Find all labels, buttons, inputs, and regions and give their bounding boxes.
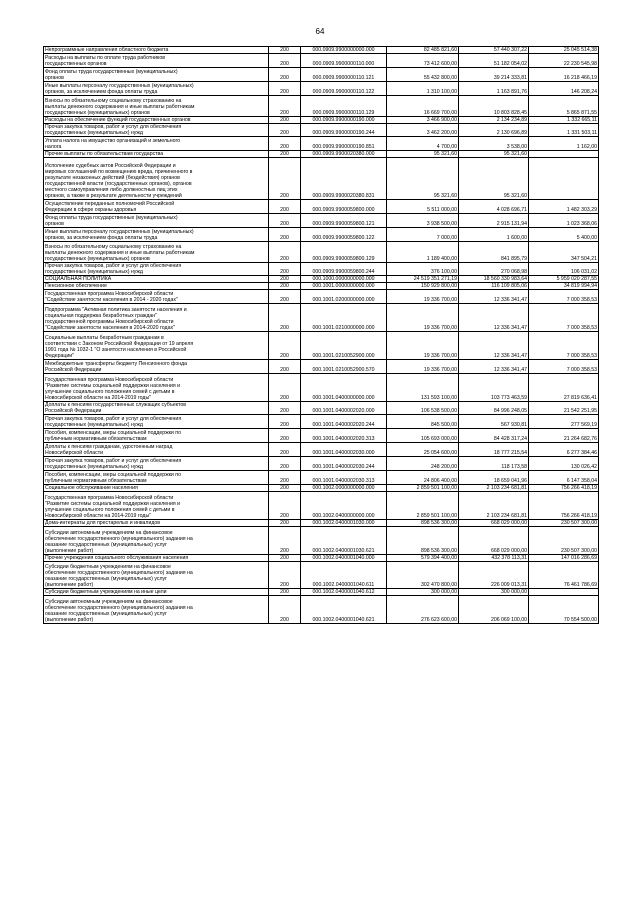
row-executed-amount: 51 182 054,02 bbox=[459, 54, 529, 68]
row-executed-amount: 18 659 041,96 bbox=[459, 471, 529, 485]
row-budget-code: 000.1001.0400002020.244 bbox=[301, 415, 387, 429]
row-unexecuted-amount: 5 400,00 bbox=[529, 227, 599, 241]
row-approved-amount: 24 806 400,00 bbox=[387, 471, 459, 485]
row-budget-code: 000.1001.0400002020.313 bbox=[301, 429, 387, 443]
row-approved-amount: 579 394 400,00 bbox=[387, 554, 459, 561]
row-code: 200 bbox=[269, 561, 301, 589]
row-executed-amount: 300 000,00 bbox=[459, 589, 529, 596]
row-unexecuted-amount: 16 218 466,19 bbox=[529, 67, 599, 81]
row-code: 200 bbox=[269, 213, 301, 227]
row-unexecuted-amount: 756 266 418,19 bbox=[529, 484, 599, 491]
row-approved-amount: 898 536 300,00 bbox=[387, 526, 459, 554]
row-name: Доплаты к пенсиям гражданам, удостоенным наград Новосибирской области bbox=[44, 443, 269, 457]
row-unexecuted-amount: 230 507 300,00 bbox=[529, 519, 599, 526]
row-code: 200 bbox=[269, 116, 301, 123]
table-row bbox=[44, 137, 599, 151]
row-budget-code: 000.0909.9900000110.129 bbox=[301, 95, 387, 116]
row-budget-code: 000.0909.9900059800.122 bbox=[301, 227, 387, 241]
row-unexecuted-amount bbox=[529, 151, 599, 158]
table-row bbox=[44, 457, 599, 471]
row-name: Субсидии бюджетным учреждениям на финансовое обеспечение государственного (муниципального) задания на оказание государственных (муниципальных) услуг (выполнение работ) bbox=[44, 561, 269, 589]
row-executed-amount: 668 029 000,00 bbox=[459, 519, 529, 526]
row-executed-amount: 2 915 131,94 bbox=[459, 213, 529, 227]
row-approved-amount: 4 700,00 bbox=[387, 137, 459, 151]
row-name: Иные выплаты персоналу государственных (муниципальных) органов, за исключением фонда оплаты труда bbox=[44, 227, 269, 241]
row-code: 200 bbox=[269, 554, 301, 561]
row-budget-code: 000.1002.0400001030.621 bbox=[301, 526, 387, 554]
table-row bbox=[44, 151, 599, 158]
row-budget-code: 000.0909.9900059800.244 bbox=[301, 262, 387, 276]
row-executed-amount: 103 773 463,59 bbox=[459, 373, 529, 401]
row-code: 200 bbox=[269, 158, 301, 200]
table-row bbox=[44, 519, 599, 526]
row-name: Расходы на выплаты по оплате труда работников государственных органов bbox=[44, 54, 269, 68]
row-unexecuted-amount: 7 000 358,53 bbox=[529, 290, 599, 304]
row-executed-amount: 270 068,98 bbox=[459, 262, 529, 276]
table-row bbox=[44, 227, 599, 241]
row-budget-code: 000.0909.9900059800.000 bbox=[301, 199, 387, 213]
row-approved-amount: 2 859 501 100,00 bbox=[387, 484, 459, 491]
row-executed-amount: 1 163 891,76 bbox=[459, 81, 529, 95]
row-unexecuted-amount: 1 332 665,11 bbox=[529, 116, 599, 123]
row-name: Непрограммные направления областного бюджета bbox=[44, 47, 269, 54]
row-name: Прочая закупка товаров, работ и услуг для обеспечения государственных (муниципальных) нужд bbox=[44, 457, 269, 471]
row-approved-amount: 1 189 400,00 bbox=[387, 241, 459, 262]
row-approved-amount: 106 538 500,00 bbox=[387, 401, 459, 415]
row-name: Взносы по обязательному социальному страхованию на выплаты денежного содержания и иные выплаты работникам государственных (муниципальных) органов bbox=[44, 95, 269, 116]
row-budget-code: 000.1001.0400002030.244 bbox=[301, 457, 387, 471]
row-executed-amount: 3 538,00 bbox=[459, 137, 529, 151]
row-approved-amount: 95 321,60 bbox=[387, 158, 459, 200]
row-budget-code: 000.0909.9900000110.000 bbox=[301, 54, 387, 68]
table-row bbox=[44, 332, 599, 360]
row-name: Государственная программа Новосибирской области "Содействие занятости населения в 2014 - 2020 годах" bbox=[44, 290, 269, 304]
table-row bbox=[44, 589, 599, 596]
row-unexecuted-amount: 21 542 251,95 bbox=[529, 401, 599, 415]
table-row bbox=[44, 443, 599, 457]
row-code: 200 bbox=[269, 415, 301, 429]
row-approved-amount: 898 536 300,00 bbox=[387, 519, 459, 526]
table-row bbox=[44, 47, 599, 54]
row-budget-code: 000.1002.0000000000.000 bbox=[301, 484, 387, 491]
row-approved-amount: 7 000,00 bbox=[387, 227, 459, 241]
row-code: 200 bbox=[269, 471, 301, 485]
row-budget-code: 000.1002.0400001040.621 bbox=[301, 596, 387, 624]
row-name: Прочая закупка товаров, работ и услуг для обеспечения государственных (муниципальных) нужд bbox=[44, 123, 269, 137]
row-code: 200 bbox=[269, 491, 301, 519]
row-executed-amount: 668 029 000,00 bbox=[459, 526, 529, 554]
table-row bbox=[44, 491, 599, 519]
row-unexecuted-amount: 1 023 368,06 bbox=[529, 213, 599, 227]
row-approved-amount: 95 321,60 bbox=[387, 151, 459, 158]
table-row bbox=[44, 471, 599, 485]
table-row bbox=[44, 241, 599, 262]
budget-table bbox=[43, 46, 599, 624]
table-row bbox=[44, 415, 599, 429]
row-approved-amount: 19 336 700,00 bbox=[387, 290, 459, 304]
row-name: Прочие выплаты по обязательствам государства bbox=[44, 151, 269, 158]
row-approved-amount: 248 200,00 bbox=[387, 457, 459, 471]
row-approved-amount: 131 593 100,00 bbox=[387, 373, 459, 401]
row-budget-code: 000.0909.9900000110.122 bbox=[301, 81, 387, 95]
row-budget-code: 000.1001.0210052900.000 bbox=[301, 332, 387, 360]
row-code: 200 bbox=[269, 95, 301, 116]
row-budget-code: 000.0909.9900000190.244 bbox=[301, 123, 387, 137]
table-row bbox=[44, 95, 599, 116]
row-unexecuted-amount: 5 959 020 287,55 bbox=[529, 276, 599, 283]
row-name: Субсидии автономным учреждениям на финансовое обеспечение государственного (муниципального) задания на оказание государственных (муниципальных) услуг (выполнение работ) bbox=[44, 526, 269, 554]
row-budget-code: 000.0909.9900000190.851 bbox=[301, 137, 387, 151]
row-budget-code: 000.1001.0000000000.000 bbox=[301, 283, 387, 290]
row-name: Исполнение судебных актов Российской Федерации и мировых соглашений по возмещению вреда, причиненного в результате незаконных действий (бездействия) органов государственной власти (государственных органов), органов местного самоуправления либо должностных лиц этих органов, а также в результате деятельности учреждений bbox=[44, 158, 269, 200]
row-budget-code: 000.1001.0400002030.000 bbox=[301, 443, 387, 457]
row-executed-amount: 2 130 696,89 bbox=[459, 123, 529, 137]
table-row bbox=[44, 158, 599, 200]
row-executed-amount: 2 134 234,89 bbox=[459, 116, 529, 123]
table-row bbox=[44, 429, 599, 443]
row-executed-amount: 206 069 100,00 bbox=[459, 596, 529, 624]
row-unexecuted-amount: 147 016 286,69 bbox=[529, 554, 599, 561]
table-row bbox=[44, 67, 599, 81]
row-unexecuted-amount: 76 461 786,69 bbox=[529, 561, 599, 589]
row-approved-amount: 73 412 600,00 bbox=[387, 54, 459, 68]
row-budget-code: 000.1002.0400001030.000 bbox=[301, 519, 387, 526]
row-approved-amount: 300 000,00 bbox=[387, 589, 459, 596]
row-approved-amount: 16 669 700,00 bbox=[387, 95, 459, 116]
row-approved-amount: 105 693 000,00 bbox=[387, 429, 459, 443]
row-code: 200 bbox=[269, 137, 301, 151]
row-executed-amount: 12 336 341,47 bbox=[459, 290, 529, 304]
row-name: Иные выплаты персоналу государственных (муниципальных) органов, за исключением фонда оплаты труда bbox=[44, 81, 269, 95]
row-budget-code: 000.0909.9900000110.121 bbox=[301, 67, 387, 81]
row-unexecuted-amount: 7 000 358,53 bbox=[529, 304, 599, 332]
row-code: 200 bbox=[269, 123, 301, 137]
row-code: 200 bbox=[269, 596, 301, 624]
row-name: Субсидии бюджетным учреждениям на иные цели bbox=[44, 589, 269, 596]
row-unexecuted-amount bbox=[529, 589, 599, 596]
row-code: 200 bbox=[269, 47, 301, 54]
table-row bbox=[44, 554, 599, 561]
table-row bbox=[44, 54, 599, 68]
row-unexecuted-amount: 6 147 358,04 bbox=[529, 471, 599, 485]
row-unexecuted-amount: 5 865 871,55 bbox=[529, 95, 599, 116]
row-approved-amount: 845 500,00 bbox=[387, 415, 459, 429]
table-row bbox=[44, 304, 599, 332]
row-approved-amount: 2 859 501 100,00 bbox=[387, 491, 459, 519]
row-code: 200 bbox=[269, 359, 301, 373]
row-name: Прочая закупка товаров, работ и услуг для обеспечения государственных (муниципальных) нужд bbox=[44, 262, 269, 276]
row-code: 200 bbox=[269, 589, 301, 596]
row-executed-amount: 12 336 341,47 bbox=[459, 332, 529, 360]
row-unexecuted-amount: 1 482 303,29 bbox=[529, 199, 599, 213]
row-budget-code: 000.1001.0400002030.313 bbox=[301, 471, 387, 485]
row-code: 200 bbox=[269, 199, 301, 213]
row-approved-amount: 5 511 000,00 bbox=[387, 199, 459, 213]
row-budget-code: 000.1000.0000000000.000 bbox=[301, 276, 387, 283]
row-executed-amount: 18 560 330 983,64 bbox=[459, 276, 529, 283]
row-budget-code: 000.0909.9900059800.129 bbox=[301, 241, 387, 262]
row-unexecuted-amount: 70 554 500,00 bbox=[529, 596, 599, 624]
table-row bbox=[44, 596, 599, 624]
row-name: Подпрограмма "Активная политика занятости населения и социальная поддержка безработных граждан" государственной программы Новосибирской области "Содействие занятости населения в 2014-2020 годах" bbox=[44, 304, 269, 332]
row-unexecuted-amount: 25 045 514,38 bbox=[529, 47, 599, 54]
row-name: Социальные выплаты безработным гражданам в соответствии с Законом Российской Федерации от 19 апреля 1991 года № 1032-1 "О занятости населения в Российской Федерации" bbox=[44, 332, 269, 360]
table-row bbox=[44, 283, 599, 290]
row-unexecuted-amount: 7 000 358,53 bbox=[529, 359, 599, 373]
row-budget-code: 000.0909.9900000000.000 bbox=[301, 47, 387, 54]
row-name: Социальное обслуживание населения bbox=[44, 484, 269, 491]
row-unexecuted-amount: 130 026,42 bbox=[529, 457, 599, 471]
row-code: 200 bbox=[269, 443, 301, 457]
row-executed-amount: 84 428 317,24 bbox=[459, 429, 529, 443]
row-unexecuted-amount: 230 507 300,00 bbox=[529, 526, 599, 554]
row-approved-amount: 302 470 800,00 bbox=[387, 561, 459, 589]
row-code: 200 bbox=[269, 290, 301, 304]
row-executed-amount: 226 009 013,31 bbox=[459, 561, 529, 589]
row-code: 200 bbox=[269, 81, 301, 95]
row-unexecuted-amount: 277 569,19 bbox=[529, 415, 599, 429]
row-approved-amount: 150 929 800,00 bbox=[387, 283, 459, 290]
row-executed-amount: 2 103 234 681,81 bbox=[459, 491, 529, 519]
row-name: Дома-интернаты для престарелых и инвалидов bbox=[44, 519, 269, 526]
row-name: Пенсионное обеспечение bbox=[44, 283, 269, 290]
row-budget-code: 000.1001.0400000000.000 bbox=[301, 373, 387, 401]
row-name: СОЦИАЛЬНАЯ ПОЛИТИКА bbox=[44, 276, 269, 283]
row-code: 200 bbox=[269, 276, 301, 283]
row-name: Субсидии автономным учреждениям на финансовое обеспечение государственного (муниципального) задания на оказание государственных (муниципальных) услуг (выполнение работ) bbox=[44, 596, 269, 624]
row-executed-amount: 95 321,60 bbox=[459, 158, 529, 200]
table-row bbox=[44, 484, 599, 491]
row-executed-amount: 1 600,00 bbox=[459, 227, 529, 241]
row-approved-amount: 19 336 700,00 bbox=[387, 359, 459, 373]
row-executed-amount: 567 930,81 bbox=[459, 415, 529, 429]
row-budget-code: 000.1002.0400000000.000 bbox=[301, 491, 387, 519]
table-row bbox=[44, 199, 599, 213]
row-executed-amount: 841 895,79 bbox=[459, 241, 529, 262]
row-budget-code: 000.0909.9900020380.000 bbox=[301, 151, 387, 158]
row-code: 200 bbox=[269, 67, 301, 81]
page-number: 64 bbox=[315, 27, 325, 36]
row-executed-amount: 18 777 215,54 bbox=[459, 443, 529, 457]
row-code: 200 bbox=[269, 401, 301, 415]
row-name: Межбюджетные трансферты бюджету Пенсионного фонда Российской Федерации bbox=[44, 359, 269, 373]
row-budget-code: 000.1001.0400002020.000 bbox=[301, 401, 387, 415]
row-budget-code: 000.0909.9900020380.831 bbox=[301, 158, 387, 200]
row-executed-amount: 95 321,60 bbox=[459, 151, 529, 158]
row-approved-amount: 376 100,00 bbox=[387, 262, 459, 276]
row-unexecuted-amount: 21 264 682,76 bbox=[529, 429, 599, 443]
row-code: 200 bbox=[269, 373, 301, 401]
row-unexecuted-amount bbox=[529, 158, 599, 200]
row-budget-code: 000.1001.0210052900.570 bbox=[301, 359, 387, 373]
budget-table-body bbox=[44, 47, 599, 624]
table-row bbox=[44, 373, 599, 401]
row-name: Фонд оплаты труда государственных (муниципальных) органов bbox=[44, 67, 269, 81]
row-approved-amount: 24 519 351 271,19 bbox=[387, 276, 459, 283]
row-executed-amount: 84 996 248,05 bbox=[459, 401, 529, 415]
row-unexecuted-amount: 6 277 384,46 bbox=[529, 443, 599, 457]
row-approved-amount: 82 485 821,60 bbox=[387, 47, 459, 54]
row-name: Фонд оплаты труда государственных (муниципальных) органов bbox=[44, 213, 269, 227]
row-code: 200 bbox=[269, 304, 301, 332]
row-code: 200 bbox=[269, 484, 301, 491]
row-unexecuted-amount: 1 331 503,11 bbox=[529, 123, 599, 137]
table-row bbox=[44, 561, 599, 589]
row-unexecuted-amount: 34 819 994,94 bbox=[529, 283, 599, 290]
row-unexecuted-amount: 27 819 636,41 bbox=[529, 373, 599, 401]
table-row bbox=[44, 290, 599, 304]
row-executed-amount: 432 378 113,31 bbox=[459, 554, 529, 561]
row-approved-amount: 25 054 600,00 bbox=[387, 443, 459, 457]
row-executed-amount: 12 336 341,47 bbox=[459, 304, 529, 332]
row-executed-amount: 10 803 828,45 bbox=[459, 95, 529, 116]
table-row bbox=[44, 262, 599, 276]
row-unexecuted-amount: 7 000 358,53 bbox=[529, 332, 599, 360]
row-name: Взносы по обязательному социальному страхованию на выплаты денежного содержания и иные выплаты работникам государственных (муниципальных) органов bbox=[44, 241, 269, 262]
row-executed-amount: 118 173,58 bbox=[459, 457, 529, 471]
table-row bbox=[44, 116, 599, 123]
row-unexecuted-amount: 1 162,00 bbox=[529, 137, 599, 151]
table-row bbox=[44, 526, 599, 554]
row-code: 200 bbox=[269, 519, 301, 526]
row-budget-code: 000.1001.0200000000.000 bbox=[301, 290, 387, 304]
row-budget-code: 000.1002.0400001040.611 bbox=[301, 561, 387, 589]
row-code: 200 bbox=[269, 151, 301, 158]
row-executed-amount: 39 214 333,81 bbox=[459, 67, 529, 81]
row-budget-code: 000.0909.9900059800.121 bbox=[301, 213, 387, 227]
row-approved-amount: 19 336 700,00 bbox=[387, 332, 459, 360]
table-row bbox=[44, 123, 599, 137]
row-unexecuted-amount: 22 230 545,98 bbox=[529, 54, 599, 68]
row-budget-code: 000.1001.0210000000.000 bbox=[301, 304, 387, 332]
row-code: 200 bbox=[269, 227, 301, 241]
row-name: Прочие учреждения социального обслуживания населения bbox=[44, 554, 269, 561]
row-unexecuted-amount: 106 031,02 bbox=[529, 262, 599, 276]
row-code: 200 bbox=[269, 54, 301, 68]
row-code: 200 bbox=[269, 283, 301, 290]
row-code: 200 bbox=[269, 332, 301, 360]
row-code: 200 bbox=[269, 429, 301, 443]
row-approved-amount: 19 336 700,00 bbox=[387, 304, 459, 332]
row-name: Пособия, компенсации, меры социальной поддержки по публичным нормативным обязательствам bbox=[44, 471, 269, 485]
table-row bbox=[44, 401, 599, 415]
row-approved-amount: 1 310 100,00 bbox=[387, 81, 459, 95]
row-name: Прочая закупка товаров, работ и услуг для обеспечения государственных (муниципальных) нужд bbox=[44, 415, 269, 429]
row-approved-amount: 55 432 800,00 bbox=[387, 67, 459, 81]
row-approved-amount: 3 938 500,00 bbox=[387, 213, 459, 227]
row-executed-amount: 12 336 341,47 bbox=[459, 359, 529, 373]
row-unexecuted-amount: 347 504,21 bbox=[529, 241, 599, 262]
row-code: 200 bbox=[269, 457, 301, 471]
row-code: 200 bbox=[269, 241, 301, 262]
row-name: Государственная программа Новосибирской области "Развитие системы социальной поддержки населения и улучшение социального положения семей с детьми в Новосибирской области на 2014-2019 годы" bbox=[44, 491, 269, 519]
table-row bbox=[44, 213, 599, 227]
row-name: Государственная программа Новосибирской области "Развитие системы социальной поддержки населения и улучшение социального положения семей с детьми в Новосибирской области на 2014-2019 годы" bbox=[44, 373, 269, 401]
row-code: 200 bbox=[269, 262, 301, 276]
row-approved-amount: 3 462 200,00 bbox=[387, 123, 459, 137]
row-budget-code: 000.0909.9900000190.000 bbox=[301, 116, 387, 123]
row-name: Расходы на обеспечение функций государственных органов bbox=[44, 116, 269, 123]
row-executed-amount: 116 109 805,06 bbox=[459, 283, 529, 290]
table-row bbox=[44, 276, 599, 283]
row-executed-amount: 2 103 234 681,81 bbox=[459, 484, 529, 491]
row-unexecuted-amount: 756 266 418,19 bbox=[529, 491, 599, 519]
table-row bbox=[44, 359, 599, 373]
row-executed-amount: 57 440 307,22 bbox=[459, 47, 529, 54]
row-name: Уплата налога на имущество организаций и земельного налога bbox=[44, 137, 269, 151]
row-unexecuted-amount: 146 208,24 bbox=[529, 81, 599, 95]
row-budget-code: 000.1002.0400001040.612 bbox=[301, 589, 387, 596]
row-budget-code: 000.1002.0400001040.000 bbox=[301, 554, 387, 561]
row-executed-amount: 4 028 696,71 bbox=[459, 199, 529, 213]
row-approved-amount: 276 623 600,00 bbox=[387, 596, 459, 624]
row-name: Пособия, компенсации, меры социальной поддержки по публичным нормативным обязательствам bbox=[44, 429, 269, 443]
table-row bbox=[44, 81, 599, 95]
row-code: 200 bbox=[269, 526, 301, 554]
row-name: Осуществление переданных полномочий Российской Федерации в сфере охраны здоровья bbox=[44, 199, 269, 213]
row-approved-amount: 3 466 900,00 bbox=[387, 116, 459, 123]
row-name: Доплаты к пенсиям государственных служащих субъектов Российской Федерации bbox=[44, 401, 269, 415]
